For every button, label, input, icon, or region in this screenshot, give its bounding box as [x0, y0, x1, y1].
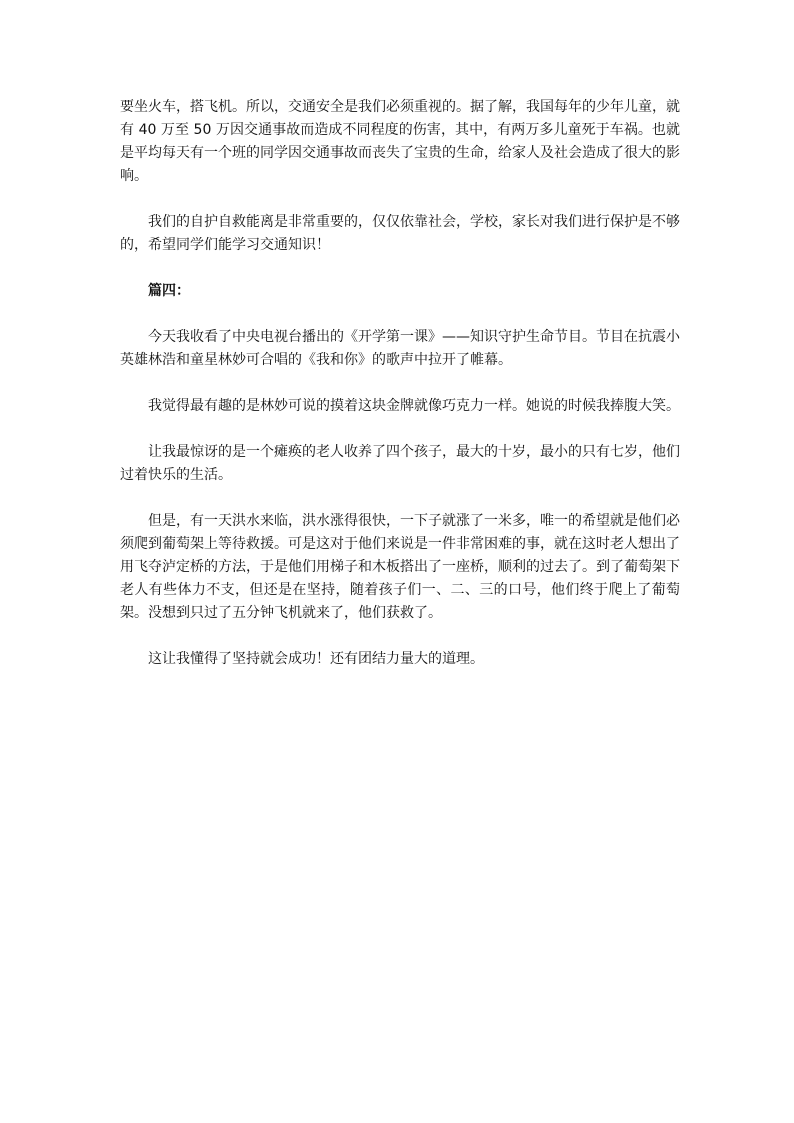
paragraph-lesson-learned: 这让我懂得了坚持就会成功！还有团结力量大的道理。: [148, 651, 484, 667]
document-body: [120, 96, 680, 694]
paragraph-traffic-safety: 要坐火车，搭飞机。所以，交通安全是我们必须重视的。据了解，我国每年的少年儿童，就有 40 万至 50 万因交通事故而造成不同程度的伤害，其中，有两万多儿童死于车祸。也就是平均每天有一个班的同学因交通事故而丧失了宝贵的生命，给家人及社会造成了很大的影响。: [120, 99, 680, 184]
paragraph-flood-story: 但是，有一天洪水来临，洪水涨得很快，一下子就涨了一米多，唯一的希望就是他们必须爬到葡萄架上等待救援。可是这对于他们来说是一件非常困难的事，就在这时老人想出了用飞夺泸定桥的方法，于是他们用梯子和木板搭出了一座桥，顺利的过去了。到了葡萄架下老人有些体力不支，但还是在坚持，随着孩子们一、二、三的口号，他们终于爬上了葡萄架。没想到只过了五分钟飞机就来了，他们获救了。: [120, 513, 680, 621]
paragraph-surprising: 让我最惊讶的是一个瘫痪的老人收养了四个孩子，最大的十岁，最小的只有七岁，他们过着快乐的生活。: [120, 444, 680, 483]
paragraph-first-lesson: 今天我收看了中央电视台播出的《开学第一课》——知识守护生命节目。节目在抗震小英雄林浩和童星林妙可合唱的《我和你》的歌声中拉开了帷幕。: [120, 329, 680, 368]
paragraph-interesting: 我觉得最有趣的是林妙可说的摸着这块金牌就像巧克力一样。她说的时候我捧腹大笑。: [148, 398, 680, 414]
section-heading: 篇四：: [148, 283, 190, 299]
paragraph-self-protection: 我们的自护自救能离是非常重要的，仅仅依靠社会，学校，家长对我们进行保护是不够的，希望同学们能学习交通知识！: [120, 214, 680, 253]
